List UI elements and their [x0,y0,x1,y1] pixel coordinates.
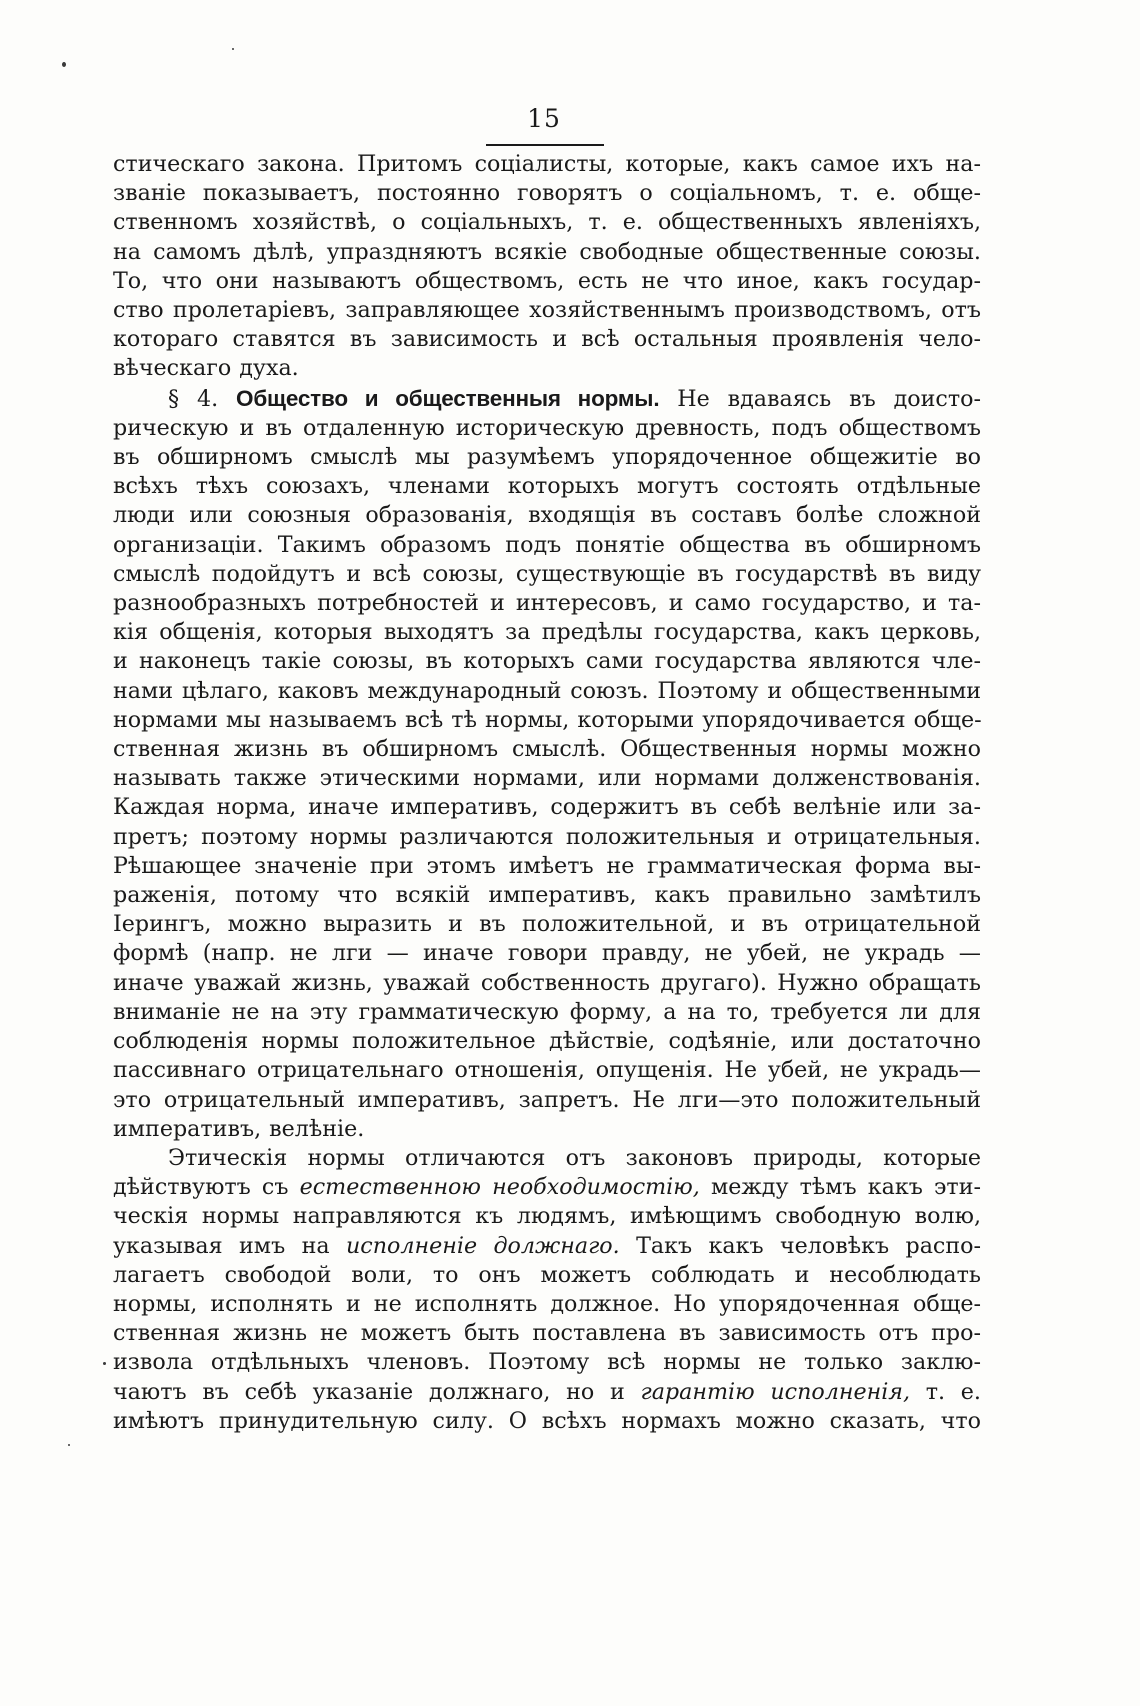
text-line [113,1173,981,1202]
section-mark: § 4. [168,385,219,412]
text-line [113,1232,981,1261]
text-line: стическаго закона. Притомъ соціалисты, которые, какъ самое ихъ на- [113,151,981,177]
italic-phrase: гарантію исполненія, [640,1378,911,1405]
section-first-line [113,384,981,414]
print-speck [103,1362,106,1365]
text-line: организаціи. Такимъ образомъ подъ понятіе общества въ обширномъ [113,531,981,558]
text-line: рическую и въ отдаленную историческую древность, подъ обществомъ [113,414,981,441]
text-line: кія общенія, которыя выходятъ за предѣлы государства, какъ церковь, [113,619,981,646]
print-speck [68,1444,70,1446]
text-run: Такъ какъ человѣкъ распо- [636,1232,981,1259]
text-line: ственномъ хозяйствѣ, о соціальныхъ, т. е. общественныхъ явленіяхъ, [113,209,981,236]
italic-phrase: естественною необходимостію, [299,1174,700,1201]
text-line: на самомъ дѣлѣ, упраздняютъ всякіе свободные общественные союзы. [113,238,981,265]
text-line: Этическія нормы отличаются отъ законовъ природы, которые [168,1144,981,1171]
text-line: ственная жизнь не можетъ быть поставлена въ зависимость отъ про- [113,1320,981,1347]
section-heading: Общество и общественныя нормы [236,385,654,411]
text-run: дѣйствуютъ съ [113,1174,289,1201]
italic-phrase: исполненіе должнаго. [346,1232,620,1259]
text-line: Каждая норма, иначе императивъ, содержитъ въ себѣ велѣніе или за- [113,794,981,821]
text-run: чаютъ въ себѣ указаніе должнаго, но и [113,1378,625,1405]
text-line: люди или союзныя образованія, входящія въ составъ болѣе сложной [113,502,981,529]
page-number: 15 [527,104,561,133]
text-line: ственная жизнь въ обширномъ смыслѣ. Общественныя нормы можно [113,736,981,763]
text-line: императивъ, велѣніе. [113,1115,365,1142]
print-speck [62,62,66,67]
text-line [113,1378,981,1407]
text-run: т. е. [925,1378,981,1405]
text-line: Ieрингъ, можно выразить и въ положительной, и въ отрицательной [113,911,981,938]
text-line: всѣхъ тѣхъ союзахъ, членами которыхъ могутъ состоять отдѣльные [113,473,981,500]
text-line: въ обширномъ смыслѣ мы разумѣемъ упорядоченное общежитіе во [113,444,981,471]
text-line: формѣ (напр. не лги — иначе говори правду, не убей, не украдь — [113,940,981,967]
text-line: и наконецъ такіе союзы, въ которыхъ сами государства являются чле- [113,648,981,675]
text-line: ство пролетаріевъ, заправляющее хозяйственнымъ производствомъ, отъ [113,297,981,324]
text-line: званіе показываетъ, постоянно говорятъ о соціальномъ, т. е. обще- [113,180,981,207]
text-line: котораго ставятся въ зависимость и всѣ остальныя проявленія чело- [113,326,981,353]
section-heading-period: . [653,385,660,411]
print-speck [232,48,234,50]
header-rule [486,144,604,146]
text-line: имѣютъ принудительную силу. О всѣхъ нормахъ можно сказать, что [113,1407,981,1434]
page-body [113,150,981,1436]
text-line: иначе уважай жизнь, уважай собственность другаго). Нужно обращать [113,969,981,996]
text-line: смыслѣ подойдутъ и всѣ союзы, существующіе въ государствѣ въ виду [113,560,981,587]
text-line: То, что они называютъ обществомъ, есть не что иное, какъ государ- [113,267,981,294]
text-line: это отрицательный императивъ, запретъ. Не лги—это положительный [113,1086,981,1113]
text-line: пассивнаго отрицательнаго отношенія, опущенія. Не убей, не украдь— [113,1057,981,1084]
text-line: соблюденія нормы положительное дѣйствіе, содѣяніе, или достаточно [113,1028,981,1055]
text-run: между тѣмъ какъ эти- [711,1174,981,1201]
text-line: раженія, потому что всякій императивъ, какъ правильно замѣтилъ [113,882,981,909]
text-line: ческія нормы направляются къ людямъ, имѣющимъ свободную волю, [113,1203,981,1230]
text-run: указывая имъ на [113,1232,330,1259]
text-line: нормами мы называемъ всѣ тѣ нормы, которыми упорядочивается обще- [113,706,982,733]
text-line: разнообразныхъ потребностей и интересовъ, и само государство, и та- [113,590,981,617]
text-line: вѣческаго духа. [113,355,299,382]
text-line: претъ; поэтому нормы различаются положительныя и отрицательныя. [113,823,981,850]
text-line: называть также этическими нормами, или нормами долженствованія. [113,765,981,792]
section-first-line-text: Не вдаваясь въ доисто- [677,385,981,412]
text-line: Рѣшающее значеніе при этомъ имѣетъ не грамматическая форма вы- [113,852,981,879]
text-line: вниманіе не на эту грамматическую форму, а на то, требуется ли для [113,998,981,1025]
text-line: лагаетъ свободой воли, то онъ можетъ соблюдать и несоблюдать [113,1261,981,1288]
text-line: нами цѣлаго, каковъ международный союзъ. Поэтому и общественными [113,677,981,704]
text-line: нормы, исполнять и не исполнять должное. Но упорядоченная обще- [113,1290,981,1317]
text-line: извола отдѣльныхъ членовъ. Поэтому всѣ нормы не только заклю- [113,1349,981,1376]
